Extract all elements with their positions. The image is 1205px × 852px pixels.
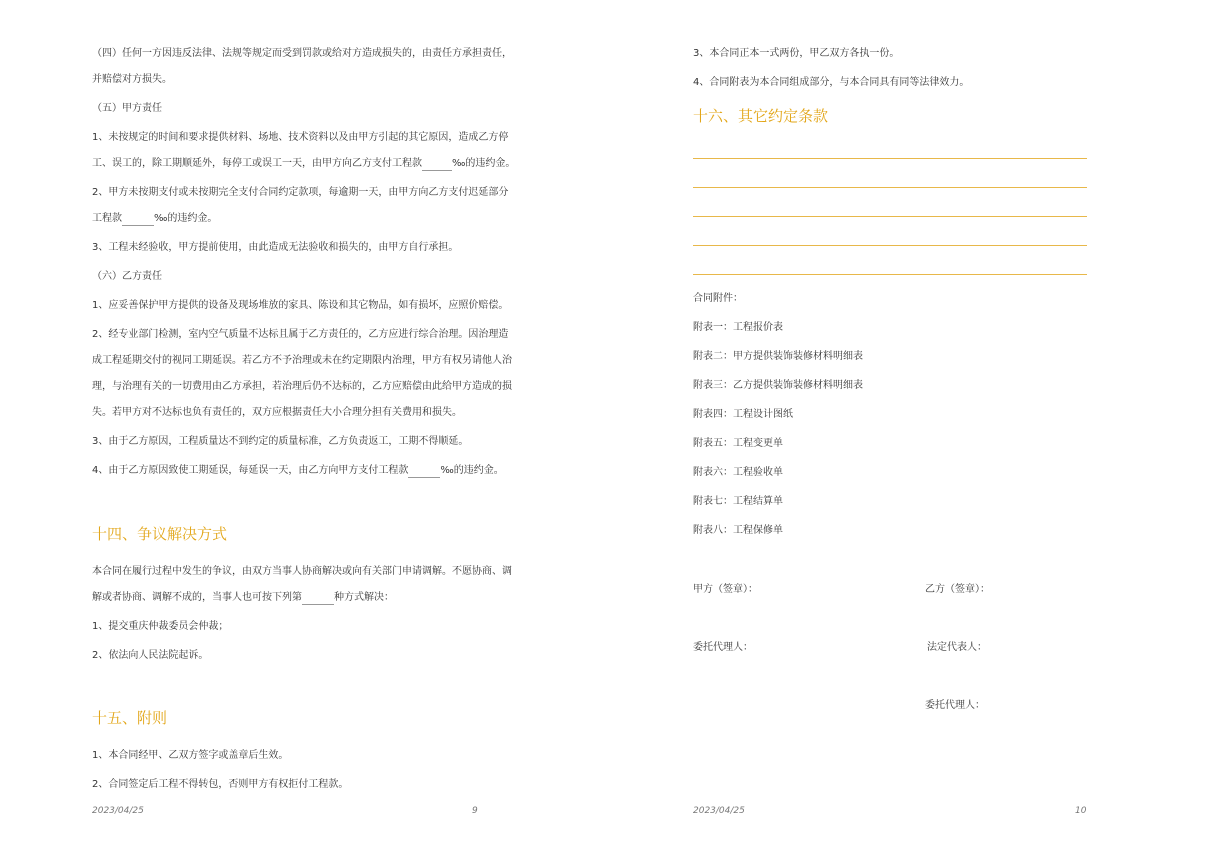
- section-5-title: （五）甲方责任: [92, 103, 162, 114]
- dispute-line-1: 本合同在履行过程中发生的争议，由双方当事人协商解决或向有关部门申请调解。不愿协商、调: [92, 566, 512, 577]
- dispute-line-2: [92, 591, 394, 605]
- party-a-item-2-suffix: ‰的违约金。: [154, 213, 218, 224]
- supplementary-item-4: 4、合同附表为本合同组成部分，与本合同具有同等法律效力。: [693, 77, 970, 88]
- party-b-item-4-text: 4、由于乙方原因致使工期延误，每延误一天，由乙方向甲方支付工程款: [92, 465, 409, 476]
- legal-representative-label: 法定代表人：: [927, 642, 987, 653]
- fill-in-blank[interactable]: [122, 212, 154, 226]
- footer-page-number: 9: [472, 806, 478, 816]
- supplementary-item-2: 2、合同签定后工程不得转包，否则甲方有权拒付工程款。: [92, 779, 349, 790]
- heading-dispute-resolution: 十四、争议解决方式: [92, 525, 228, 543]
- attachment-item: 附表三：乙方提供装饰装修材料明细表: [693, 380, 863, 391]
- party-a-item-1-suffix: ‰的违约金。: [452, 158, 516, 169]
- attachment-item: 附表二：甲方提供装饰装修材料明细表: [693, 351, 863, 362]
- dispute-line-2-text: 解或者协商、调解不成的，当事人也可按下列第: [92, 592, 302, 603]
- attachment-item: 附表一：工程报价表: [693, 322, 783, 333]
- party-b-item-4-suffix: ‰的违约金。: [440, 465, 504, 476]
- party-b-item-2-line-2: 成工程延期交付的视同工期延误。若乙方不予治理或未在约定期限内治理，甲方有权另请他人治: [92, 355, 512, 366]
- left-page: [0, 0, 602, 852]
- attachment-item: 附表五：工程变更单: [693, 438, 783, 449]
- blank-rule-line[interactable]: [693, 216, 1087, 217]
- party-a-item-2-line-1: 2、甲方未按期支付或未按期完全支付合同约定款项，每逾期一天，由甲方向乙方支付迟延部分: [92, 187, 509, 198]
- party-b-item-2-line-1: 2、经专业部门检测，室内空气质量不达标且属于乙方责任的，乙方应进行综合治理。因治理造: [92, 329, 509, 340]
- party-a-agent-label: 委托代理人：: [693, 642, 753, 653]
- fill-in-blank[interactable]: [422, 157, 452, 171]
- party-a-item-1-line-2: [92, 157, 515, 171]
- fill-in-blank[interactable]: [302, 591, 334, 605]
- blank-rule-line[interactable]: [693, 187, 1087, 188]
- party-b-item-3: 3、由于乙方原因，工程质量达不到约定的质量标准，乙方负责返工，工期不得顺延。: [92, 436, 469, 447]
- attachment-item: 附表八：工程保修单: [693, 525, 783, 536]
- party-b-item-4: [92, 464, 504, 478]
- supplementary-item-1: 1、本合同经甲、乙双方签字或盖章后生效。: [92, 750, 289, 761]
- blank-rule-line[interactable]: [693, 245, 1087, 246]
- party-b-item-2-line-3: 理，与治理有关的一切费用由乙方承担，若治理后仍不达标的，乙方应赔偿由此给甲方造成的损: [92, 381, 512, 392]
- dispute-option-2: 2、依法向人民法院起诉。: [92, 650, 209, 661]
- party-b-agent-label: 委托代理人：: [925, 700, 985, 711]
- party-a-item-2-line-2: [92, 212, 217, 226]
- clause-4-line-1: （四）任何一方因违反法律、法规等规定而受到罚款或给对方造成损失的，由责任方承担责任，: [92, 48, 512, 59]
- fill-in-blank[interactable]: [408, 464, 440, 478]
- footer-date: 2023/04/25: [92, 806, 144, 816]
- footer-page-number: 10: [1075, 806, 1087, 816]
- party-b-item-2-line-4: 失。若甲方对不达标也负有责任的，双方应根据责任大小合理分担有关费用和损失。: [92, 407, 462, 418]
- party-a-item-1-line-1: 1、未按规定的时间和要求提供材料、场地、技术资料以及由甲方引起的其它原因，造成乙方停: [92, 132, 509, 143]
- party-a-item-1-text: 工、误工的，除工期顺延外，每停工或误工一天，由甲方向乙方支付工程款: [92, 158, 422, 169]
- party-b-signature-label: 乙方（签章）：: [925, 584, 990, 595]
- attachment-item: 附表六：工程验收单: [693, 467, 783, 478]
- supplementary-item-3: 3、本合同正本一式两份，甲乙双方各执一份。: [693, 48, 900, 59]
- dispute-line-2-suffix: 种方式解决：: [334, 592, 394, 603]
- party-a-item-2-text: 工程款: [92, 213, 122, 224]
- heading-supplementary: 十五、附则: [92, 709, 168, 727]
- blank-rule-line[interactable]: [693, 274, 1087, 275]
- attachment-item: 附表四：工程设计图纸: [693, 409, 793, 420]
- party-b-item-1: 1、应妥善保护甲方提供的设备及现场堆放的家具、陈设和其它物品，如有损坏，应照价赔偿。: [92, 300, 509, 311]
- right-page: [602, 0, 1205, 852]
- dispute-option-1: 1、提交重庆仲裁委员会仲裁；: [92, 621, 229, 632]
- party-a-signature-label: 甲方（签章）：: [693, 584, 758, 595]
- party-a-item-3: 3、工程未经验收，甲方提前使用，由此造成无法验收和损失的，由甲方自行承担。: [92, 242, 459, 253]
- footer-date: 2023/04/25: [693, 806, 745, 816]
- attachments-title: 合同附件：: [693, 293, 743, 304]
- clause-4-line-2: 并赔偿对方损失。: [92, 74, 172, 85]
- blank-rule-line[interactable]: [693, 158, 1087, 159]
- heading-other-terms: 十六、其它约定条款: [693, 107, 829, 125]
- attachment-item: 附表七：工程结算单: [693, 496, 783, 507]
- section-6-title: （六）乙方责任: [92, 271, 162, 282]
